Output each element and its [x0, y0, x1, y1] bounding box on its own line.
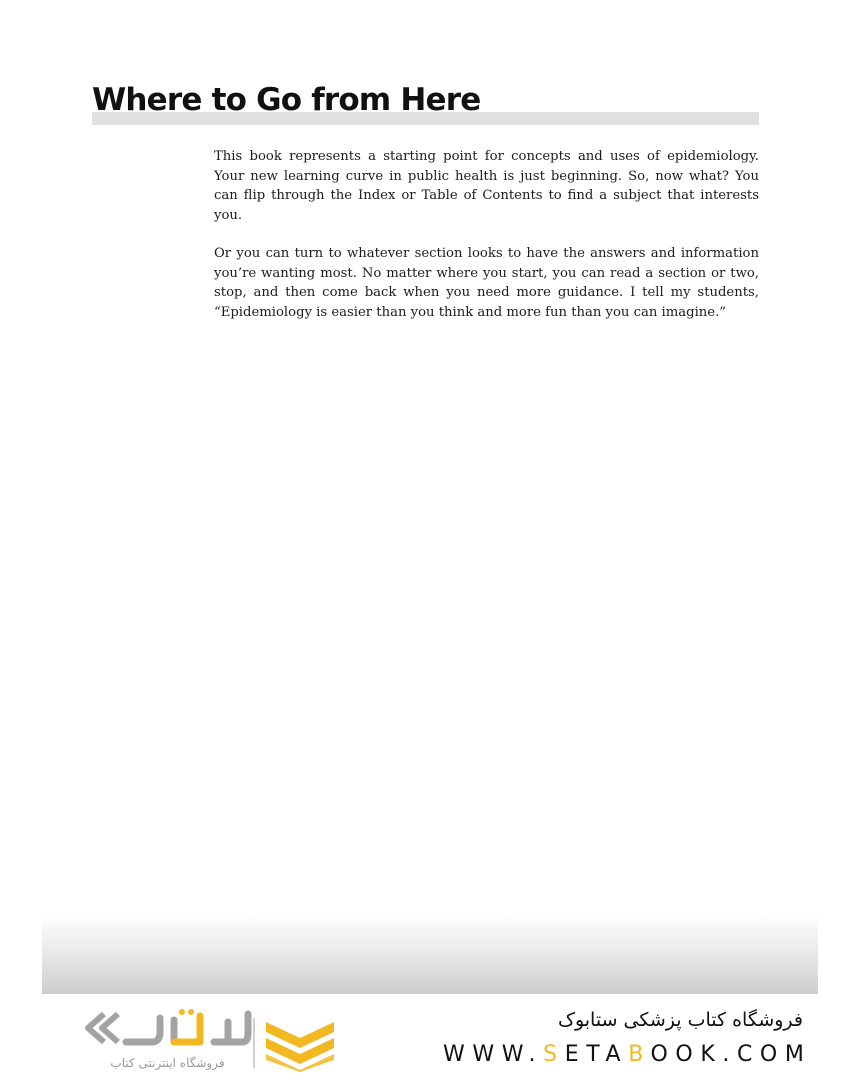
body-text: [214, 147, 759, 341]
paragraph-1: This book represents a starting point for concepts and uses of epidemiology. Your new learning curve in public health is just beginning. So, now what? You can flip through the Index or Table of Contents to find a subject that interests you.: [214, 149, 759, 223]
page-bottom-shadow: [42, 915, 818, 994]
section-heading: Where to Go from Here: [92, 82, 481, 118]
book-chevron-logo-icon: [262, 1016, 338, 1072]
store-name: فروشگاه کتاب پزشکی ستابوک: [557, 1009, 803, 1031]
footer-banner: [0, 994, 861, 1080]
setabook-logo-wordmark: [82, 1006, 252, 1050]
url-part-www: WWW.: [443, 1042, 544, 1067]
url-part-ook-com: OOK.COM: [650, 1042, 812, 1067]
url-part-eta: ETA: [564, 1042, 629, 1067]
url-part-s: S: [543, 1042, 565, 1067]
url-part-b: B: [628, 1042, 651, 1067]
paragraph-2: Or you can turn to whatever section looks to have the answers and information you’re wanting most. No matter where you start, you can read a section or two, stop, and then come back when you need more guidance. I tell my students, “Epidemiology is easier than you think and more fun than you can imagine.”: [214, 246, 759, 320]
logo-divider: [253, 1018, 255, 1068]
website-url[interactable]: [443, 1042, 811, 1067]
logo-subtitle: فروشگاه اینترنتی کتاب: [110, 1056, 225, 1070]
section-heading-block: [92, 80, 759, 126]
